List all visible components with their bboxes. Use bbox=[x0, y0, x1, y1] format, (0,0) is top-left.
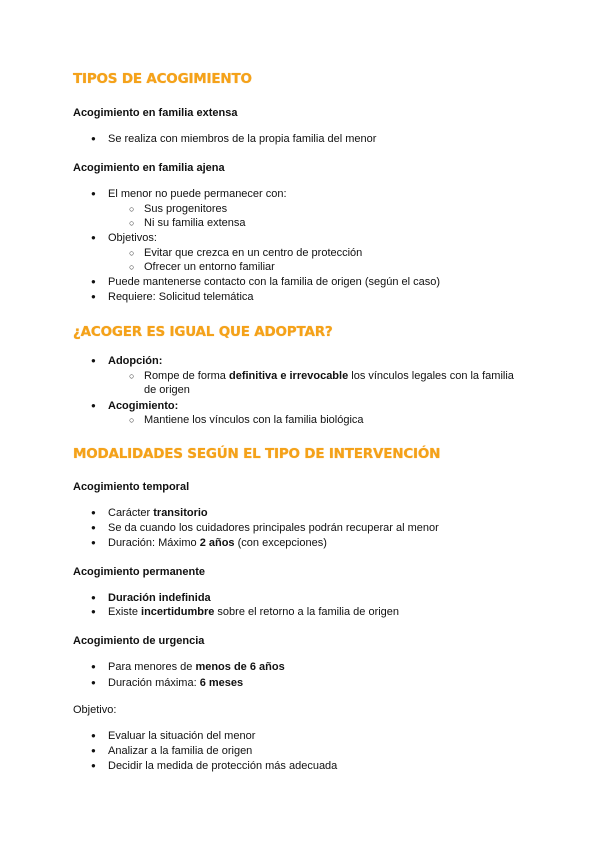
list-item bbox=[108, 676, 243, 690]
emphasis: incertidumbre bbox=[141, 606, 215, 618]
list-item: ● Evaluar la situación del menor bbox=[108, 729, 255, 743]
list-item: ● Analizar a la familia de origen bbox=[108, 744, 252, 758]
term-adopcion: Adopción: bbox=[108, 355, 163, 367]
subheading-familia-extensa: Acogimiento en familia extensa bbox=[73, 107, 238, 119]
subheading-permanente: Acogimiento permanente bbox=[73, 566, 206, 578]
subheading-temporal: Acogimiento temporal bbox=[73, 481, 190, 493]
text: Duración: Máximo bbox=[108, 537, 200, 549]
list-item: ● Se realiza con miembros de la propia familia del menor bbox=[108, 132, 376, 146]
list-item bbox=[108, 591, 211, 605]
text: sobre el retorno a la familia de origen bbox=[214, 606, 400, 618]
emphasis: Duración indefinida bbox=[108, 592, 211, 604]
list-item bbox=[108, 660, 285, 674]
list-item: ● Requiere: Solicitud telemática bbox=[108, 290, 254, 304]
text: los vínculos legales con la familia de origen bbox=[144, 370, 514, 396]
list-item bbox=[108, 506, 208, 520]
subheading-urgencia: Acogimiento de urgencia bbox=[73, 635, 205, 647]
list-item: ● Puede mantenerse contacto con la familia de origen (según el caso) bbox=[108, 275, 440, 289]
text: Para menores de bbox=[108, 661, 196, 673]
list-item bbox=[108, 605, 399, 619]
emphasis: menos de 6 años bbox=[195, 661, 285, 673]
sub-list-item: ○ Ofrecer un entorno familiar bbox=[144, 260, 275, 274]
list-item: ● Objetivos: bbox=[108, 231, 157, 245]
heading-acoger-vs-adoptar: ¿ACOGER ES IGUAL QUE ADOPTAR? bbox=[73, 324, 333, 340]
emphasis: transitorio bbox=[153, 507, 208, 519]
text: (con excepciones) bbox=[234, 537, 327, 549]
subheading-familia-ajena: Acogimiento en familia ajena bbox=[73, 162, 225, 174]
heading-modalidades: MODALIDADES SEGÚN EL TIPO DE INTERVENCIÓN bbox=[73, 446, 441, 462]
sub-list-item: ○ Mantiene los vínculos con la familia biológica bbox=[144, 413, 364, 427]
emphasis: 2 años bbox=[199, 537, 235, 549]
list-item-acogimiento bbox=[108, 399, 178, 413]
heading-tipos-acogimiento: TIPOS DE ACOGIMIENTO bbox=[73, 71, 252, 87]
text: Existe bbox=[108, 606, 142, 618]
text: Carácter bbox=[108, 507, 154, 519]
term-acogimiento: Acogimiento: bbox=[108, 400, 179, 412]
text: Rompe de forma bbox=[144, 370, 229, 382]
emphasis: 6 meses bbox=[199, 677, 244, 689]
emphasis: definitiva e irrevocable bbox=[228, 370, 349, 382]
text: Duración máxima: bbox=[108, 677, 200, 689]
list-item bbox=[108, 536, 327, 550]
list-item: ● Se da cuando los cuidadores principales podrán recuperar al menor bbox=[108, 521, 439, 535]
sub-list-item: ○ Ni su familia extensa bbox=[144, 216, 246, 230]
list-item: ● El menor no puede permanecer con: bbox=[108, 187, 287, 201]
list-item: ● Decidir la medida de protección más adecuada bbox=[108, 759, 337, 773]
sub-list-item: ○ Sus progenitores bbox=[144, 202, 227, 216]
list-item-adopcion bbox=[108, 354, 162, 368]
objetivo-label: Objetivo: bbox=[73, 704, 117, 716]
sub-list-item-adopcion bbox=[144, 369, 529, 397]
sub-list-item: ○ Evitar que crezca en un centro de protección bbox=[144, 246, 362, 260]
